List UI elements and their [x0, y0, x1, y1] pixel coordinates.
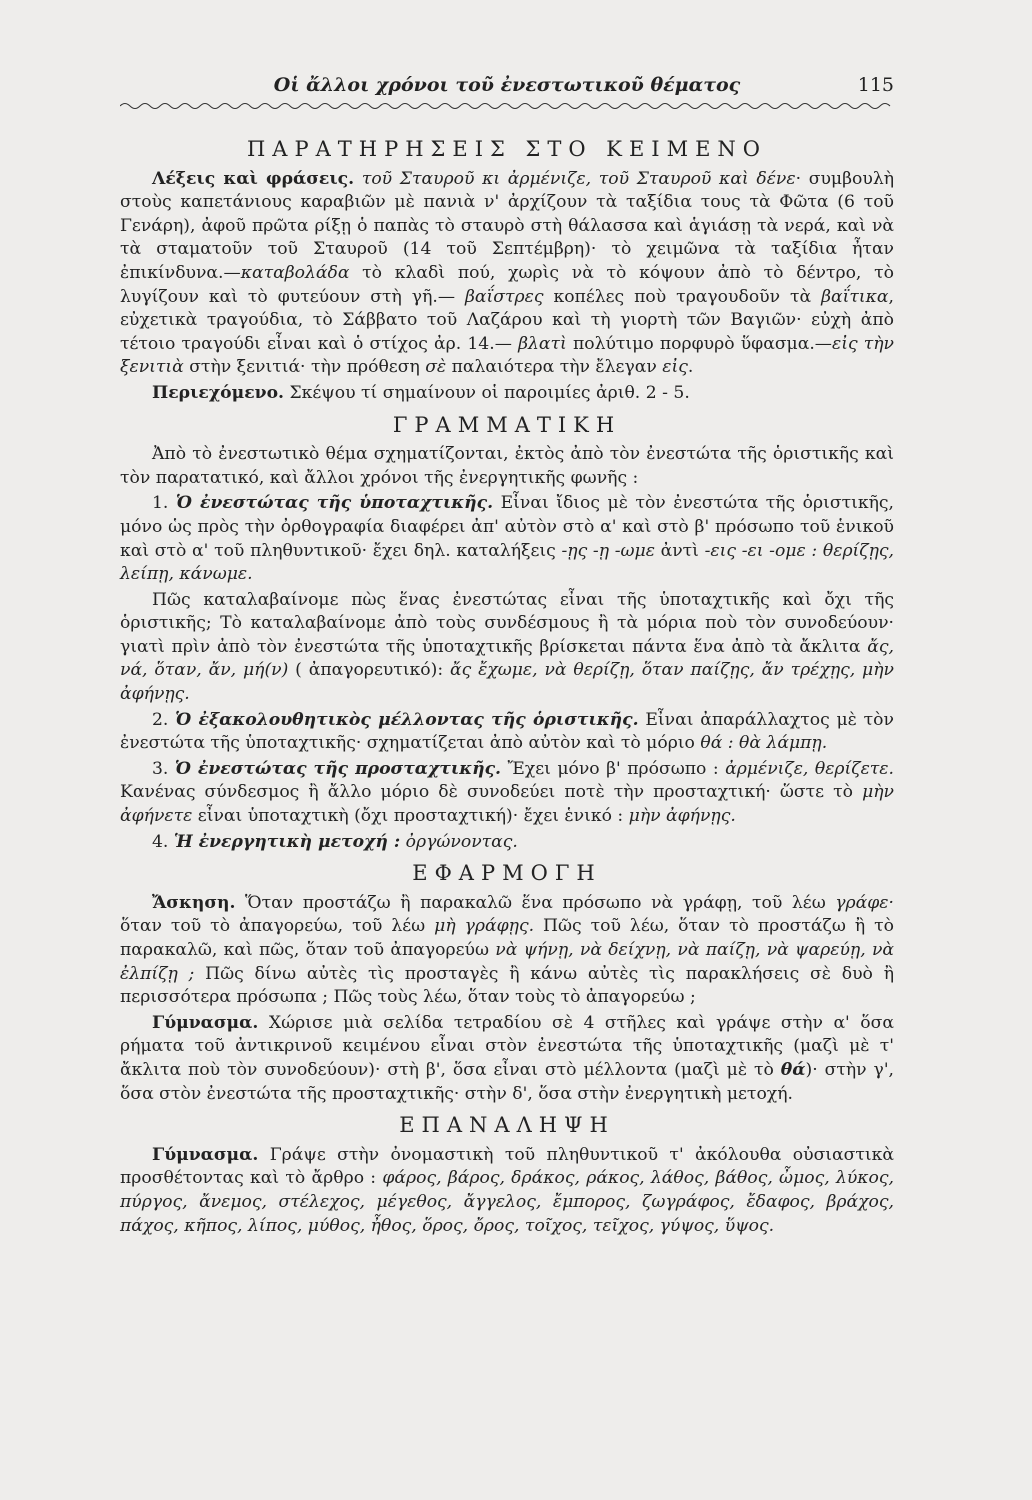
grammar-item-1-note: [120, 589, 894, 707]
definition: τὸ κλαδὶ πού, χωρὶς νὰ τὸ κόψουν ἀπὸ τὸ δέντρο, τὸ λυγίζουν καὶ τὸ φυτεύουν στὴ γῆ.—: [120, 262, 894, 307]
definition: , εὐχετικὰ τραγούδια, τὸ Σάββατο τοῦ Λαζάρου καὶ τὴ γιορτὴ τῶν Βαγιῶν· εὐχὴ ἀπὸ τέτοιο τραγούδι εἶναι καὶ ὁ στίχος ἀρ. 14.—: [120, 286, 894, 354]
item-text: ( ἀπαγορευτικό):: [288, 660, 450, 681]
content-text: Σκέψου τί σημαίνουν οἱ παροιμίες ἀριθ. 2 - 5.: [284, 382, 690, 403]
application-heading: ΕΦΑΡΜΟΓΗ: [412, 861, 602, 886]
item-text: Εἶναι ἀπαράλλαχτος μὲ τὸν ἐνεστώτα τῆς ὑποταχτικῆς· σχηματίζεται ἀπὸ αὐτὸν καὶ τὸ μόριο: [120, 709, 894, 754]
example: -εις -ει -ομε : θερίζῃς, λείπῃ, κάνωμε.: [120, 540, 894, 585]
item-number: 3.: [152, 758, 175, 779]
item-number: 2.: [152, 709, 176, 730]
example: ἄς ἔχωμε, νὰ θερίζῃ, ὅταν παίζῃς, ἄν τρέχῃς, μὴν ἀφήνῃς.: [120, 660, 894, 705]
grammar-item-3: [120, 758, 894, 829]
page-content: [120, 130, 894, 1240]
grammar-item-2: [120, 709, 894, 756]
review-drill-paragraph: [120, 1144, 894, 1238]
grammar-item-4: [120, 831, 894, 855]
drill-text: Γράψε στὴν ὀνομαστικὴ τοῦ πληθυντικοῦ τ' ἀκόλουθα οὐσιαστικὰ προσθέτοντας καὶ τὸ ἄρθρο :: [120, 1144, 894, 1189]
example: -ῃς -ῃ -ωμε: [561, 540, 655, 561]
content-paragraph: [120, 382, 894, 406]
exercise-text: Ὅταν προστάζω ἢ παρακαλῶ ἕνα πρόσωπο νὰ γράφῃ, τοῦ λέω: [235, 892, 836, 913]
item-title: Ὁ ἐνεστώτας τῆς ὑποταχτικῆς.: [175, 493, 494, 514]
exercise-text: Πῶς τοῦ λέω, ὅταν τὸ προστάζω ἢ τὸ παρακαλῶ, καὶ πῶς, ὅταν τοῦ ἀπαγορεύω: [120, 916, 894, 960]
item-text: εἶναι ὑποταχτικὴ (ὄχι προσταχτική)· ἔχει ἑνικό :: [192, 806, 629, 827]
example: ἀρμένιζε, θερίζετε.: [725, 758, 894, 779]
drill-label: Γύμνασμα.: [152, 1012, 259, 1033]
example: ἄς, νά, ὅταν, ἄν, μή(ν): [120, 636, 894, 681]
example: μὴν ἀφήνῃς.: [628, 806, 736, 827]
definition: παλαιότερα τὴν ἔλεγαν: [446, 357, 663, 378]
drill-text: )· στὴν γ', ὅσα στὸν ἐνεστώτα τῆς προσταχτικῆς· στὴν δ', ὅσα στὴν ἐνεργητικὴ μετοχή.: [120, 1059, 895, 1104]
item-title: Ὁ ἐνεστώτας τῆς προσταχτικῆς.: [174, 758, 502, 779]
page-number: 115: [857, 74, 894, 96]
observations-heading: ΠΑΡΑΤΗΡΗΣΕΙΣ ΣΤΟ ΚΕΙΜΕΝΟ: [246, 137, 768, 161]
exercise-text: ὅταν τοῦ τὸ ἀπαγορεύω, τοῦ λέω: [120, 916, 435, 937]
example: θά : θὰ λάμπῃ.: [700, 733, 828, 754]
drill-label: Γύμνασμα.: [152, 1144, 259, 1165]
grammar-item-1: [120, 492, 894, 586]
header-wavy-rule: [120, 100, 894, 112]
term: βαΐστρες: [465, 286, 544, 307]
item-text: ἀντὶ: [654, 540, 705, 561]
term: βλατὶ: [518, 333, 567, 354]
item-title: Ἡ ἐνεργητικὴ μετοχή :: [173, 831, 401, 852]
example: ὀργώνοντας.: [400, 831, 518, 852]
definition: · συμβουλὴ στοὺς καπετάνιους καραβιῶν μὲ πανιὰ ν' ἀρχίζουν τὰ ταξίδια τους τὰ Φῶτα (6 τοῦ Γενάρη), ἀφοῦ πρῶτα ρίξῃ ὁ παπὰς τὸ σταυρὸ στὴ θάλασσα καὶ ἁγιάσῃ τὰ νερά, καὶ νὰ τὰ σταματοῦν τοῦ Σταυροῦ (14 τοῦ Σεπτέμβρη)· τὸ χειμῶνα τὰ ταξίδια ἦταν ἐπικίνδυνα.—: [120, 168, 895, 283]
item-text: Εἶναι ἴδιος μὲ τὸν ἐνεστώτα τῆς ὁριστικῆς, μόνο ὡς πρὸς τὴν ὀρθογραφία διαφέρει ἀπ' αὐτὸν στὸ α' καὶ στὸ β' πρόσωπο τοῦ ἑνικοῦ καὶ στὸ α' τοῦ πληθυντικοῦ· ἔχει δηλ. καταλήξεις: [120, 493, 894, 561]
noun-list: φάρος, βάρος, δράκος, ράκος, λάθος, βάθος, ὦμος, λύκος, πύργος, ἄνεμος, στέλεχος, μέγεθος, ἄγγελος, ἔμπορος, ζωγράφος, ἔδαφος, βράχος, πάχος, κῆπος, λίπος, μύθος, ἦθος, ὅρος, ὄρος, τοῖχος, τεῖχος, γύψος, ὕψος.: [120, 1168, 894, 1236]
words-and-phrases-label: Λέξεις καὶ φράσεις.: [152, 168, 355, 189]
content-label: Περιεχόμενο.: [152, 382, 285, 403]
exercise-text: Πῶς δίνω αὐτὲς τὶς προσταγὲς ἢ κάνω αὐτὲς τὶς παρακλήσεις σὲ δυὸ ἢ περισσότερα πρόσωπα ; Πῶς τοὺς λέω, ὅταν τοὺς τὸ ἀπαγορεύω ;: [120, 963, 894, 1008]
term: σὲ: [425, 357, 447, 378]
term: βαΐτικα: [821, 286, 889, 307]
drill-paragraph: [120, 1012, 894, 1106]
exercise-label: Ἄσκηση.: [152, 892, 236, 913]
term: καταβολάδα: [240, 262, 350, 283]
words-and-phrases-paragraph: [120, 168, 894, 380]
example: μὴ γράφῃς.: [434, 916, 535, 937]
example: μὴν ἀφήνετε: [120, 782, 894, 827]
definition: κοπέλες ποὺ τραγουδοῦν τὰ: [543, 286, 822, 307]
item-text: Πῶς καταλαβαίνομε πὼς ἕνας ἐνεστώτας εἶναι τῆς ὑποταχτικῆς καὶ ὄχι τῆς ὁριστικῆς; Τὸ καταλαβαίνομε ἀπὸ τοὺς συνδέσμους ἢ τὰ μόρια ποὺ τὸν συνοδεύουν· γιατὶ πρὶν ἀπὸ τὸν ἐνεστώτα τῆς ὑποταχτικῆς βρίσκεται πάντα ἕνα ἀπὸ τὰ ἄκλιτα: [120, 589, 894, 657]
grammar-intro: Ἀπὸ τὸ ἐνεστωτικὸ θέμα σχηματίζονται, ἐκτὸς ἀπὸ τὸν ἐνεστώτα τῆς ὁριστικῆς καὶ τὸν παρατατικό, καὶ ἄλλοι χρόνοι τῆς ἐνεργητικῆς φωνῆς :: [120, 444, 894, 488]
item-text: Κανένας σύνδεσμος ἢ ἄλλο μόριο δὲ συνοδεύει ποτὲ τὴν προσταχτική· ὥστε τὸ: [120, 782, 863, 803]
review-heading: ΕΠΑΝΑΛΗΨΗ: [399, 1113, 615, 1138]
definition: .: [687, 357, 694, 378]
example: θά: [780, 1059, 806, 1080]
page-header: [120, 72, 894, 112]
grammar-heading: ΓΡΑΜΜΑΤΙΚΗ: [392, 412, 622, 437]
example: γράφε·: [835, 892, 894, 913]
term: εἰς: [662, 357, 688, 378]
item-title: Ὁ ἐξακολουθητικὸς μέλλοντας τῆς ὁριστικῆς.: [175, 709, 639, 730]
running-title: Οἱ ἄλλοι χρόνοι τοῦ ἐνεστωτικοῦ θέματος: [273, 74, 741, 96]
exercise-paragraph: [120, 892, 894, 1010]
item-number: 4.: [152, 831, 174, 852]
example: νὰ ψήνῃ, νὰ δείχνῃ, νὰ παίζῃ, νὰ ψαρεύῃ, νὰ ἐλπίζῃ ;: [120, 940, 894, 984]
definition: στὴν ξενιτιά· τὴν πρόθεση: [183, 357, 426, 378]
term: εἰς τὴν ξενιτιὰ: [120, 333, 895, 378]
drill-text: Χώρισε μιὰ σελίδα τετραδίου σὲ 4 στῆλες καὶ γράψε στὴν α' ὅσα ρήματα τοῦ ἀντικρινοῦ κειμένου εἶναι στὸν ἐνεστώτα τῆς ὑποταχτικῆς (μαζὶ μὲ τ' ἄκλιτα ποὺ τὸν συνοδεύουν)· στὴ β', ὅσα εἶναι στὸ μέλλοντα (μαζὶ μὲ τὸ: [120, 1012, 894, 1080]
definition: πολύτιμο πορφυρὸ ὕφασμα.—: [566, 333, 832, 354]
term: τοῦ Σταυροῦ κι ἀρμένιζε, τοῦ Σταυροῦ καὶ δένε: [361, 168, 796, 189]
item-number: 1.: [152, 493, 176, 514]
item-text: Ἔχει μόνο β' πρόσωπο :: [501, 758, 726, 779]
